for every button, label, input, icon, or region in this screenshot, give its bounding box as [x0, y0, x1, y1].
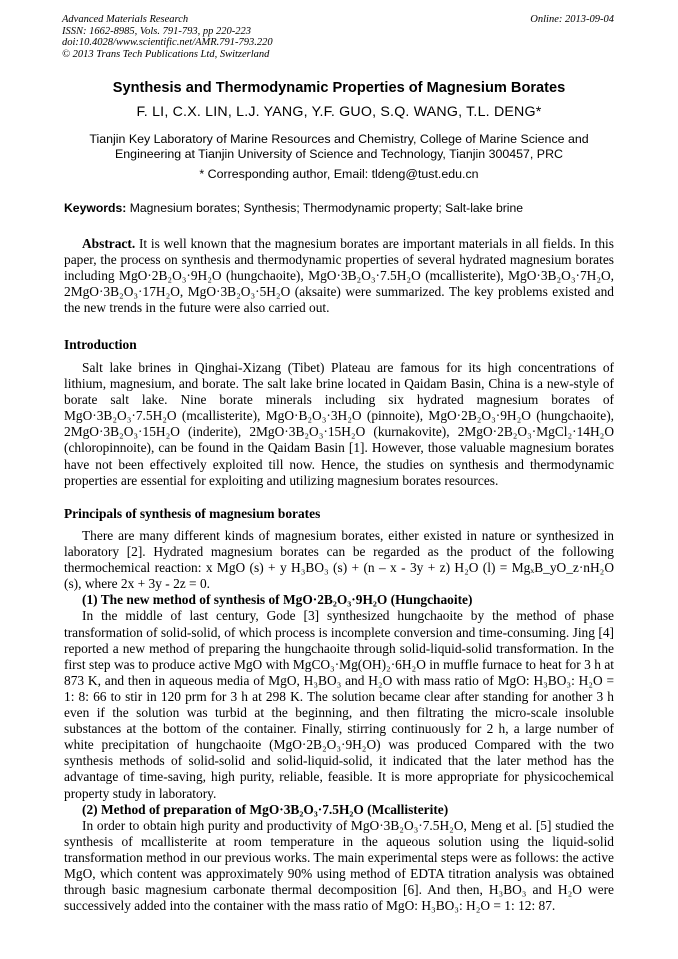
copyright-line: © 2013 Trans Tech Publications Ltd, Switzerland [62, 48, 270, 60]
principals-section [64, 528, 614, 914]
online-date: Online: 2013-09-04 [530, 14, 614, 25]
keywords-label: Keywords: [64, 201, 127, 215]
principals-paragraph-3: In order to obtain high purity and productivity of MgO·3B₂O₃·7.5H₂O, Meng et al. [5] studied the synthesis of mcallisterite at room temperature in the aqueous solution using the liquid-solid transformation method in our previous works. The main experimental steps were as follows: the active MgO, which content was approximately 90% using method of EDTA titration analysis was obtained through basic magnesium carbonate thermal decomposition [6]. And then, H₃BO₃ and H₂O were successively added into the container with the mass ratio of MgO: H₃BO₃: H₂O = 1: 12: 87. [64, 817, 614, 914]
keywords [64, 201, 620, 215]
introduction-heading: Introduction [64, 337, 137, 352]
journal-name: Advanced Materials Research [62, 14, 189, 25]
paper-title: Synthesis and Thermodynamic Properties of Magnesium Borates [112, 80, 566, 96]
author-list: F. LI, C.X. LIN, L.J. YANG, Y.F. GUO, S.Q. WANG, T.L. DENG* [136, 104, 542, 120]
issn-line: ISSN: 1662-8985, Vols. 791-793, pp 220-223 [62, 25, 251, 37]
principals-heading: Principals of synthesis of magnesium borates [64, 506, 321, 521]
introduction-section [64, 360, 614, 489]
doi-line: doi:10.4028/www.scientific.net/AMR.791-793.220 [62, 37, 273, 49]
corresponding-author: * Corresponding author, Email: tldeng@tust.edu.cn [199, 167, 479, 181]
keywords-text: Magnesium borates; Synthesis; Thermodynamic property; Salt-lake brine [129, 201, 524, 215]
principals-paragraph-2: In the middle of last century, Gode [3] synthesized hungchaoite by the method of phase transformation of solid-solid, of which process is incomplete conversion and time-consuming. Jing [4] reported a new method of preparing the hungchaoite through solid-liquid-solid transformation. In the first step was to produce active MgO with MgCO₃·Mg(OH)₂·6H₂O in muffle furnace to heat for 3 h at 873 K, and then in aqueous media of MgO, H₃BO₃ and H₂O with mass ratio of MgO: H₃BO₃: H₂O = 1: 8: 66 to stir in 120 prm for 3 h at 298 K. The solution became clear after standing for another 3 h even if the solution was turbid at the beginning, and then filtrating the micro-scale insoluble substances at the bottom of the container. Finally, stirring continuously for 2 h, a large number of white precipitation of hungchaoite (MgO·2B₂O₃·9H₂O) was produced Compared with the two synthesis methods of solid-solid and solid-liquid-solid, it indicated that the later method has the advantage of time-saving, high purity, reliable, feasible. It is more appropriate for physicochemical property study in laboratory. [64, 608, 614, 801]
affiliation: Tianjin Key Laboratory of Marine Resources and Chemistry, College of Marine Science and Engineering at Tianjin University of Science and Technology, Tianjin 300457, PRC [89, 132, 589, 161]
subsection-heading-1: (1) The new method of synthesis of MgO·2B₂O₃·9H₂O (Hungchaoite) [82, 592, 473, 608]
abstract [64, 236, 614, 316]
subsection-heading-2: (2) Method of preparation of MgO·3B₂O₃·7.5H₂O (Mcallisterite) [82, 801, 449, 817]
abstract-label: Abstract. [82, 236, 136, 251]
abstract-text: It is well known that the magnesium borates are important materials in all fields. In this paper, the process on synthesis and thermodynamic properties of several hydrated magnesium borates including MgO·2B₂O₃·9H₂O (hungchaoite), MgO·3B₂O₃·7.5H₂O (mcallisterite), MgO·3B₂O₃·7H₂O, 2MgO·3B₂O₃·17H₂O, MgO·3B₂O₃·5H₂O (aksaite) were summarized. The key problems existed and the new trends in the future were also carried out. [64, 236, 614, 316]
principals-paragraph-1: There are many different kinds of magnesium borates, either existed in nature or synthesized in laboratory [2]. Hydrated magnesium borates can be regarded as the product of the following thermochemical reaction: x MgO (s) + y H₃BO₃ (s) + (n – x - 3y + z) H₂O (l) = MgₓB_yO_z·nH₂O (s), where 2x + 3y - 2z = 0. [64, 528, 614, 592]
introduction-text: Salt lake brines in Qinghai-Xizang (Tibet) Plateau are famous for its high concentrations of lithium, magnesium, and borate. The salt lake brine located in Qaidam Basin, China is a new-style of borate salt lake. Nine borate minerals including six hydrated magnesium borates of MgO·3B₂O₃·7.5H₂O (mcallisterite), MgO·B₂O₃·3H₂O (pinnoite), MgO·2B₂O₃·9H₂O (hungchaoite), 2MgO·3B₂O₃·15H₂O (inderite), 2MgO·3B₂O₃·15H₂O (kurnakovite), 2MgO·2B₂O₃·MgCl₂·14H₂O (chloropinnoite), can be found in the Qaidam Basin [1]. However, those valuable magnesium borates have not been effectively exploited till now. Hence, the studies on synthesis and thermodynamic properties are essential for exploiting and utilizing magnesium borates resources. [64, 360, 614, 488]
journal-header [62, 14, 614, 60]
